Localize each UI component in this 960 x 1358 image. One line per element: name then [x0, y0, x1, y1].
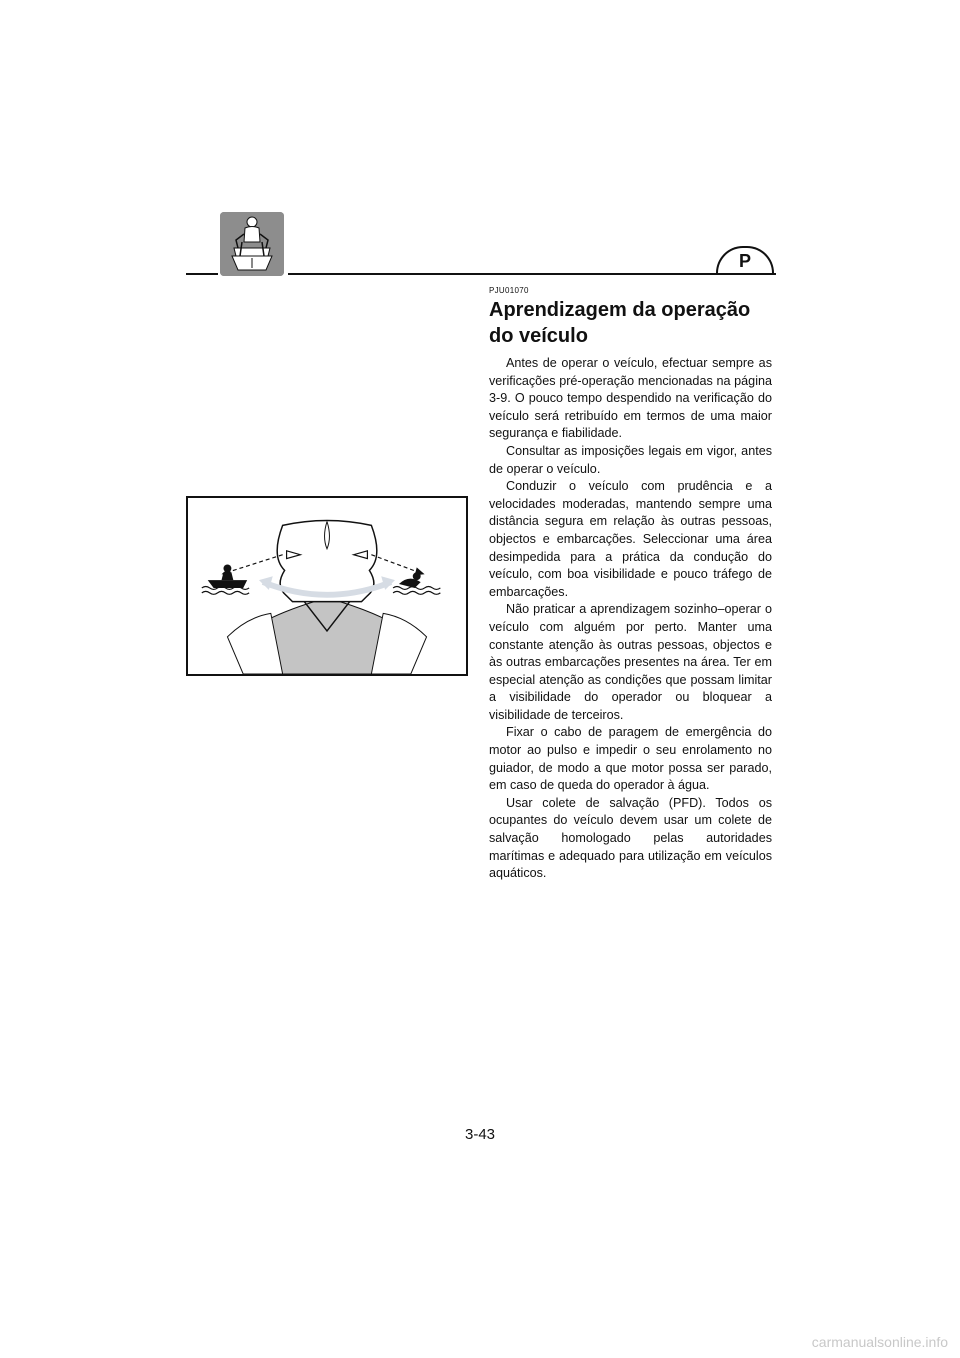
paragraph: Não praticar a aprendizagem sozinho–operar o veículo com alguém por perto. Manter uma constante atenção às outras pessoas, objectos e às outras embarcações presentes na área. Ter em especial atenção as condições que possam limitar a visibilidade do operador ou bloquear a visibilidade de terceiros. — [489, 602, 772, 722]
header-rule-right — [288, 273, 776, 275]
main-text-column — [489, 286, 772, 883]
paragraph: Antes de operar o veículo, efectuar sempre as verificações pré-operação mencionadas na página 3-9. O pouco tempo despendido na verificação do veículo será retribuído em termos de uma maior segurança e fiabilidade. — [489, 356, 772, 441]
swimmer-icon — [399, 572, 421, 588]
page-number: 3-43 — [464, 1126, 496, 1143]
section-title: Aprendizagem da operação do veículo — [489, 299, 751, 347]
header-rule-left — [186, 273, 218, 275]
paragraph: Consultar as imposições legais em vigor, antes de operar o veículo. — [489, 443, 772, 476]
watermark: carmanualsonline.info — [811, 1334, 948, 1350]
section-code: PJU01070 — [489, 286, 529, 295]
language-badge: P — [716, 246, 774, 273]
jet-ski-rider-icon — [220, 212, 284, 276]
operator-visibility-figure — [186, 496, 468, 676]
paragraph: Usar colete de salvação (PFD). Todos os ocupantes do veículo devem usar um colete de salvação homologado pelas autoridades marítimas e adequado para utilização em veículos aquáticos. — [489, 795, 772, 881]
paragraph: Fixar o cabo de paragem de emergência do motor ao pulso e impedir o seu enrolamento no guiador, de modo a que motor possa ser parado, em caso de queda do operador à água. — [489, 725, 772, 793]
paragraph: Conduzir o veículo com prudência e a velocidades moderadas, mantendo sempre uma distância segura em relação às outras pessoas, objectos e embarcações. Seleccionar uma área desimpedida para a prática da condução do veículo, com boa visibilidade e pouco tráfego de embarcações. — [489, 479, 772, 599]
